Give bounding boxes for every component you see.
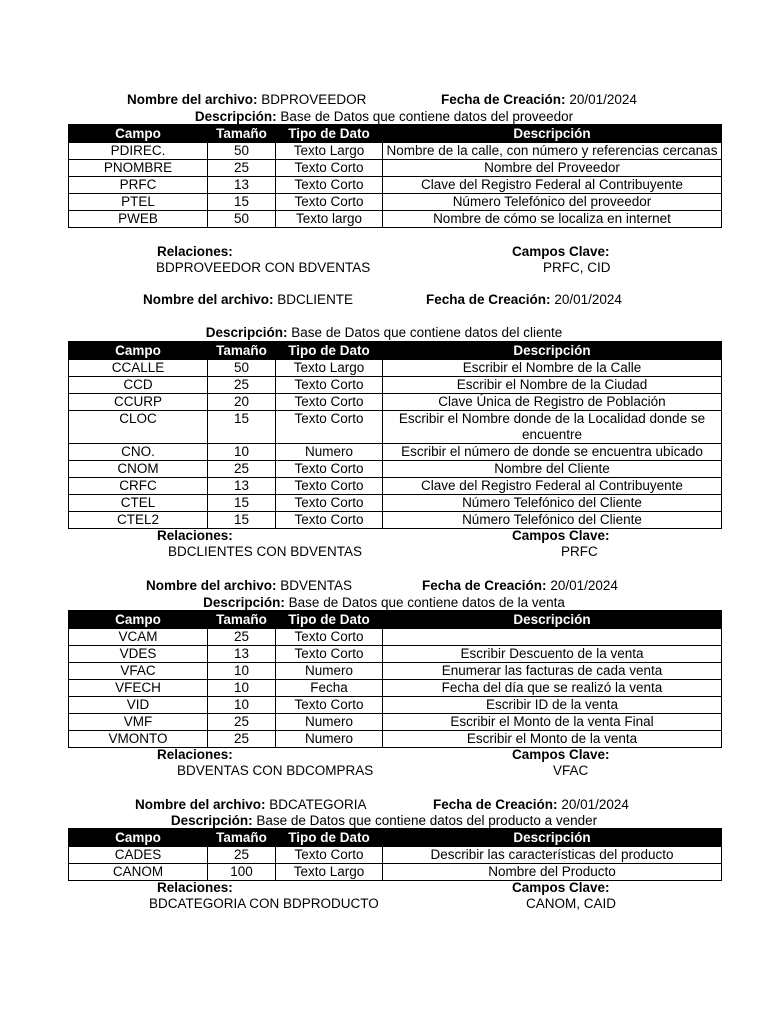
cell: Numero bbox=[276, 714, 383, 731]
cell bbox=[383, 629, 722, 646]
cell: 50 bbox=[208, 143, 276, 160]
column-header: Campo bbox=[69, 611, 208, 629]
cell: 25 bbox=[208, 731, 276, 748]
cell: Nombre del Producto bbox=[383, 864, 722, 881]
file-name-field: Nombre del archivo: BDPROVEEDOR bbox=[127, 92, 367, 107]
cell: Texto Largo bbox=[276, 864, 383, 881]
relations-value: BDCATEGORIA CON BDPRODUCTO bbox=[149, 896, 379, 911]
cell: CTEL bbox=[69, 495, 208, 512]
creation-date-field: Fecha de Creación: 20/01/2024 bbox=[441, 92, 637, 107]
cell: PNOMBRE bbox=[69, 160, 208, 177]
column-header: Tipo de Dato bbox=[276, 611, 383, 629]
cell: 50 bbox=[208, 211, 276, 228]
cell: Nombre del Cliente bbox=[383, 461, 722, 478]
cell: Texto Corto bbox=[276, 377, 383, 394]
table-row bbox=[69, 714, 722, 731]
cell: Clave del Registro Federal al Contribuyente bbox=[383, 478, 722, 495]
keys-label: Campos Clave: bbox=[512, 244, 610, 259]
table-row bbox=[69, 394, 722, 411]
cell: 25 bbox=[208, 629, 276, 646]
column-header: Tamaño bbox=[208, 342, 276, 360]
column-header: Descripción bbox=[383, 342, 722, 360]
cell: CTEL2 bbox=[69, 512, 208, 529]
cell: CANOM bbox=[69, 864, 208, 881]
cell: Describir las características del producto bbox=[383, 847, 722, 864]
cell: Clave del Registro Federal al Contribuyente bbox=[383, 177, 722, 194]
cell: Fecha bbox=[276, 680, 383, 697]
table-row bbox=[69, 864, 722, 881]
cell: CCALLE bbox=[69, 360, 208, 377]
cell: CNOM bbox=[69, 461, 208, 478]
cell: Escribir el Nombre de la Ciudad bbox=[383, 377, 722, 394]
column-header: Tamaño bbox=[208, 829, 276, 847]
column-header: Tipo de Dato bbox=[276, 125, 383, 143]
table-description: Descripción: Base de Datos que contiene datos de la venta bbox=[203, 595, 565, 610]
cell: Texto Corto bbox=[276, 697, 383, 714]
column-header: Campo bbox=[69, 125, 208, 143]
cell: CLOC bbox=[69, 411, 208, 444]
creation-date-field: Fecha de Creación: 20/01/2024 bbox=[422, 578, 618, 593]
cell: Escribir Descuento de la venta bbox=[383, 646, 722, 663]
cell: 15 bbox=[208, 495, 276, 512]
keys-label: Campos Clave: bbox=[512, 528, 610, 543]
cell: Texto Corto bbox=[276, 629, 383, 646]
cell: 10 bbox=[208, 444, 276, 461]
cell: CRFC bbox=[69, 478, 208, 495]
column-header: Descripción bbox=[383, 611, 722, 629]
cell: Número Telefónico del Cliente bbox=[383, 512, 722, 529]
file-header bbox=[0, 796, 768, 813]
column-header: Descripción bbox=[383, 829, 722, 847]
relations-label: Relaciones: bbox=[157, 528, 233, 543]
cell: PRFC bbox=[69, 177, 208, 194]
cell: 25 bbox=[208, 714, 276, 731]
table-description: Descripción: Base de Datos que contiene datos del cliente bbox=[205, 325, 563, 340]
table-row bbox=[69, 847, 722, 864]
cell: Texto Corto bbox=[276, 160, 383, 177]
table-row bbox=[69, 478, 722, 495]
cell: 20 bbox=[208, 394, 276, 411]
cell: Texto Corto bbox=[276, 646, 383, 663]
cell: Texto Corto bbox=[276, 478, 383, 495]
cell: Escribir el Nombre donde de la Localidad donde se encuentre bbox=[383, 411, 722, 444]
cell: Clave Única de Registro de Población bbox=[383, 394, 722, 411]
cell: Nombre del Proveedor bbox=[383, 160, 722, 177]
cell: 13 bbox=[208, 177, 276, 194]
file-name-field: Nombre del archivo: BDCLIENTE bbox=[143, 292, 354, 307]
column-header: Tamaño bbox=[208, 125, 276, 143]
relations-value: BDPROVEEDOR CON BDVENTAS bbox=[156, 260, 371, 275]
column-header: Campo bbox=[69, 829, 208, 847]
table-row bbox=[69, 143, 722, 160]
cell: Numero bbox=[276, 731, 383, 748]
cell: VFAC bbox=[69, 663, 208, 680]
column-header: Campo bbox=[69, 342, 208, 360]
table-row bbox=[69, 495, 722, 512]
cell: Texto Corto bbox=[276, 394, 383, 411]
cell: VID bbox=[69, 697, 208, 714]
file-header bbox=[0, 91, 768, 108]
file-header bbox=[0, 577, 768, 594]
cell: Escribir ID de la venta bbox=[383, 697, 722, 714]
cell: 50 bbox=[208, 360, 276, 377]
cell: 25 bbox=[208, 377, 276, 394]
file-name-field: Nombre del archivo: BDVENTAS bbox=[146, 578, 353, 593]
cell: CNO. bbox=[69, 444, 208, 461]
relations-value: BDVENTAS CON BDCOMPRAS bbox=[177, 763, 374, 778]
file-name-field: Nombre del archivo: BDCATEGORIA bbox=[135, 797, 367, 812]
table-row bbox=[69, 194, 722, 211]
table-row bbox=[69, 646, 722, 663]
relations-label: Relaciones: bbox=[157, 244, 233, 259]
cell: Texto Corto bbox=[276, 495, 383, 512]
cell: Texto largo bbox=[276, 211, 383, 228]
cell: Numero bbox=[276, 663, 383, 680]
table-row bbox=[69, 177, 722, 194]
keys-value: PRFC, CID bbox=[543, 260, 611, 275]
cell: CADES bbox=[69, 847, 208, 864]
cell: Fecha del día que se realizó la venta bbox=[383, 680, 722, 697]
cell: Escribir el Monto de la venta Final bbox=[383, 714, 722, 731]
cell: Texto Corto bbox=[276, 411, 383, 444]
cell: 15 bbox=[208, 411, 276, 444]
cell: VMF bbox=[69, 714, 208, 731]
table-row bbox=[69, 697, 722, 714]
cell: Escribir el Nombre de la Calle bbox=[383, 360, 722, 377]
relations-label: Relaciones: bbox=[157, 747, 233, 762]
file-header bbox=[0, 291, 768, 308]
table-row bbox=[69, 444, 722, 461]
fields-table bbox=[68, 341, 722, 529]
table-row bbox=[69, 663, 722, 680]
table-row bbox=[69, 377, 722, 394]
table-row bbox=[69, 629, 722, 646]
cell: 13 bbox=[208, 478, 276, 495]
column-header: Tipo de Dato bbox=[276, 829, 383, 847]
cell: Nombre de cómo se localiza en internet bbox=[383, 211, 722, 228]
creation-date-field: Fecha de Creación: 20/01/2024 bbox=[433, 797, 629, 812]
cell: Escribir el Monto de la venta bbox=[383, 731, 722, 748]
cell: Texto Largo bbox=[276, 143, 383, 160]
cell: PWEB bbox=[69, 211, 208, 228]
table-description: Descripción: Base de Datos que contiene datos del producto a vender bbox=[170, 813, 598, 828]
cell: 25 bbox=[208, 461, 276, 478]
column-header: Descripción bbox=[383, 125, 722, 143]
table-row bbox=[69, 512, 722, 529]
cell: 25 bbox=[208, 160, 276, 177]
keys-value: VFAC bbox=[553, 763, 589, 778]
table-row bbox=[69, 411, 722, 444]
fields-table bbox=[68, 124, 722, 228]
cell: Numero bbox=[276, 444, 383, 461]
cell: CCURP bbox=[69, 394, 208, 411]
cell: 10 bbox=[208, 697, 276, 714]
cell: VMONTO bbox=[69, 731, 208, 748]
table-row bbox=[69, 680, 722, 697]
cell: 15 bbox=[208, 512, 276, 529]
relations-value: BDCLIENTES CON BDVENTAS bbox=[168, 544, 363, 559]
table-description: Descripción: Base de Datos que contiene datos del proveedor bbox=[194, 109, 574, 124]
cell: 25 bbox=[208, 847, 276, 864]
cell: Texto Corto bbox=[276, 847, 383, 864]
fields-table bbox=[68, 828, 722, 881]
cell: Texto Largo bbox=[276, 360, 383, 377]
cell: VFECH bbox=[69, 680, 208, 697]
keys-label: Campos Clave: bbox=[512, 880, 610, 895]
column-header: Tipo de Dato bbox=[276, 342, 383, 360]
cell: Enumerar las facturas de cada venta bbox=[383, 663, 722, 680]
cell: VDES bbox=[69, 646, 208, 663]
table-row bbox=[69, 211, 722, 228]
cell: Número Telefónico del Cliente bbox=[383, 495, 722, 512]
keys-value: PRFC bbox=[561, 544, 598, 559]
cell: Escribir el número de donde se encuentra ubicado bbox=[383, 444, 722, 461]
cell: 15 bbox=[208, 194, 276, 211]
fields-table bbox=[68, 610, 722, 748]
table-row bbox=[69, 731, 722, 748]
cell: PTEL bbox=[69, 194, 208, 211]
cell: 10 bbox=[208, 663, 276, 680]
cell: Texto Corto bbox=[276, 512, 383, 529]
relations-label: Relaciones: bbox=[157, 880, 233, 895]
cell: Nombre de la calle, con número y referencias cercanas bbox=[383, 143, 722, 160]
column-header: Tamaño bbox=[208, 611, 276, 629]
table-row bbox=[69, 461, 722, 478]
cell: Número Telefónico del proveedor bbox=[383, 194, 722, 211]
keys-value: CANOM, CAID bbox=[526, 896, 617, 911]
cell: Texto Corto bbox=[276, 461, 383, 478]
cell: Texto Corto bbox=[276, 177, 383, 194]
cell: 10 bbox=[208, 680, 276, 697]
creation-date-field: Fecha de Creación: 20/01/2024 bbox=[426, 292, 622, 307]
table-row bbox=[69, 160, 722, 177]
cell: PDIREC. bbox=[69, 143, 208, 160]
cell: VCAM bbox=[69, 629, 208, 646]
cell: CCD bbox=[69, 377, 208, 394]
cell: Texto Corto bbox=[276, 194, 383, 211]
table-row bbox=[69, 360, 722, 377]
cell: 13 bbox=[208, 646, 276, 663]
keys-label: Campos Clave: bbox=[512, 747, 610, 762]
cell: 100 bbox=[208, 864, 276, 881]
